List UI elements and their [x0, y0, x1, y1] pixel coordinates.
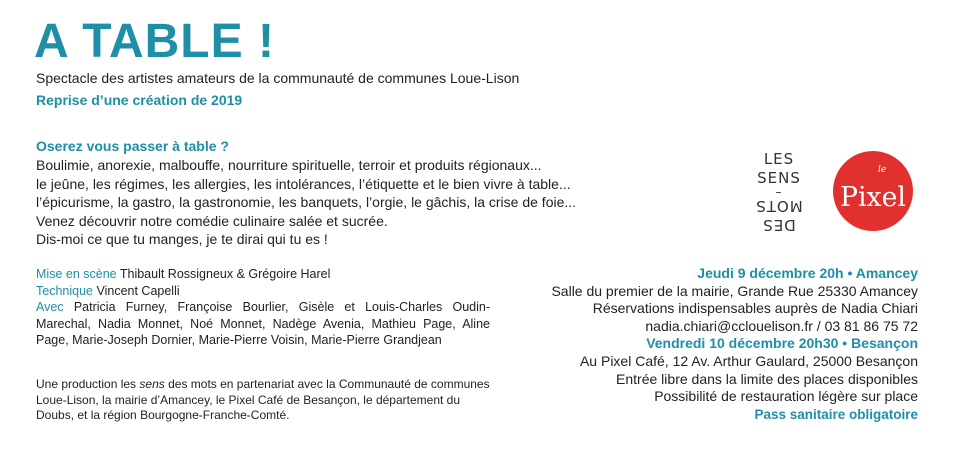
intro-line: le jeûne, les régimes, les allergies, les intolérances, l’étiquette et le bien vivre à table... — [36, 175, 571, 192]
logo-text: SENS — [757, 169, 801, 187]
logo-text: MOTS — [755, 197, 803, 215]
logo-text: LES — [763, 150, 795, 168]
credit-label: Avec — [36, 300, 64, 314]
pass-sanitaire-note: Pass sanitaire obligatoire — [754, 406, 918, 422]
credit-label: Technique — [36, 283, 93, 298]
production-text: des mots en partenariat avec la Communauté de communes Loue-Lison, la mairie d’Amancey, le Pixel Café de Besançon, le département du Doubs, et la région Bourgogne-Franche-Comté. — [36, 377, 490, 422]
event-date: Jeudi 9 décembre 20h • Amancey — [697, 265, 918, 281]
credit-label: Mise en scène — [36, 267, 117, 281]
credit-value: Thibault Rossigneux & Grégoire Harel — [119, 267, 331, 281]
event-detail: Réservations indispensables auprès de Nadia Chiari — [592, 300, 918, 317]
credit-value: Vincent Capelli — [96, 283, 180, 298]
credit-technique — [36, 283, 490, 300]
event-list — [551, 265, 918, 423]
event-detail: Salle du premier de la mairie, Grande Rue 25330 Amancey — [551, 282, 918, 299]
intro-heading: Oserez vous passer à table ? — [36, 138, 229, 154]
page-title: A TABLE ! — [34, 15, 275, 68]
logo-text: le — [878, 165, 887, 175]
intro-line: Boulimie, anorexie, malbouffe, nourriture spirituelle, terroir et produits régionaux... — [36, 157, 542, 173]
production-text: Une production les — [36, 377, 140, 391]
intro-line: Dis-moi ce que tu manges, je te dirai qui tu es ! — [36, 231, 328, 247]
event-date: Vendredi 10 décembre 20h30 • Besançon — [646, 335, 918, 352]
intro-line: l’épicurisme, la gastro, la gastronomie, les banquets, l’orgie, le gâchis, la crise de foie... — [36, 194, 577, 210]
event-email: nadia.chiari@cclouelison.fr / 03 81 86 75 72 — [645, 317, 918, 334]
event-detail: Entrée libre dans la limite des places disponibles — [616, 370, 918, 387]
production-italic: sens — [139, 377, 165, 391]
credits — [36, 266, 490, 349]
subtitle: Spectacle des artistes amateurs de la communauté de communes Loue-Lison — [36, 70, 520, 86]
le-pixel-logo — [832, 150, 914, 232]
production-note — [36, 377, 490, 424]
intro-line: Venez découvrir notre comédie culinaire salée et sucrée. — [36, 212, 388, 229]
logo-text: DES — [762, 216, 796, 234]
credit-value: Patricia Furney, Françoise Bourlier, Gisèle et Louis-Charles Oudin-Marechal, Nadia Monnet, Noé Monnet, Nadège Avenia, Mathieu Page, Aline Page, Marie-Joseph Dornier, Marie-Pierre Voisin, Marie-Pierre Grandjean — [36, 300, 490, 347]
intro-text — [36, 156, 576, 249]
event-detail: Possibilité de restauration légère sur place — [654, 388, 918, 405]
logo-text: – — [775, 185, 783, 199]
credit-mise-en-scene — [36, 266, 490, 283]
credit-avec — [36, 299, 490, 349]
les-sens-des-mots-logo — [742, 150, 816, 260]
reprise-note: Reprise d’une création de 2019 — [36, 92, 243, 108]
event-detail: Au Pixel Café, 12 Av. Arthur Gaulard, 25000 Besançon — [579, 352, 918, 369]
logo-text: Pixel — [840, 182, 906, 213]
